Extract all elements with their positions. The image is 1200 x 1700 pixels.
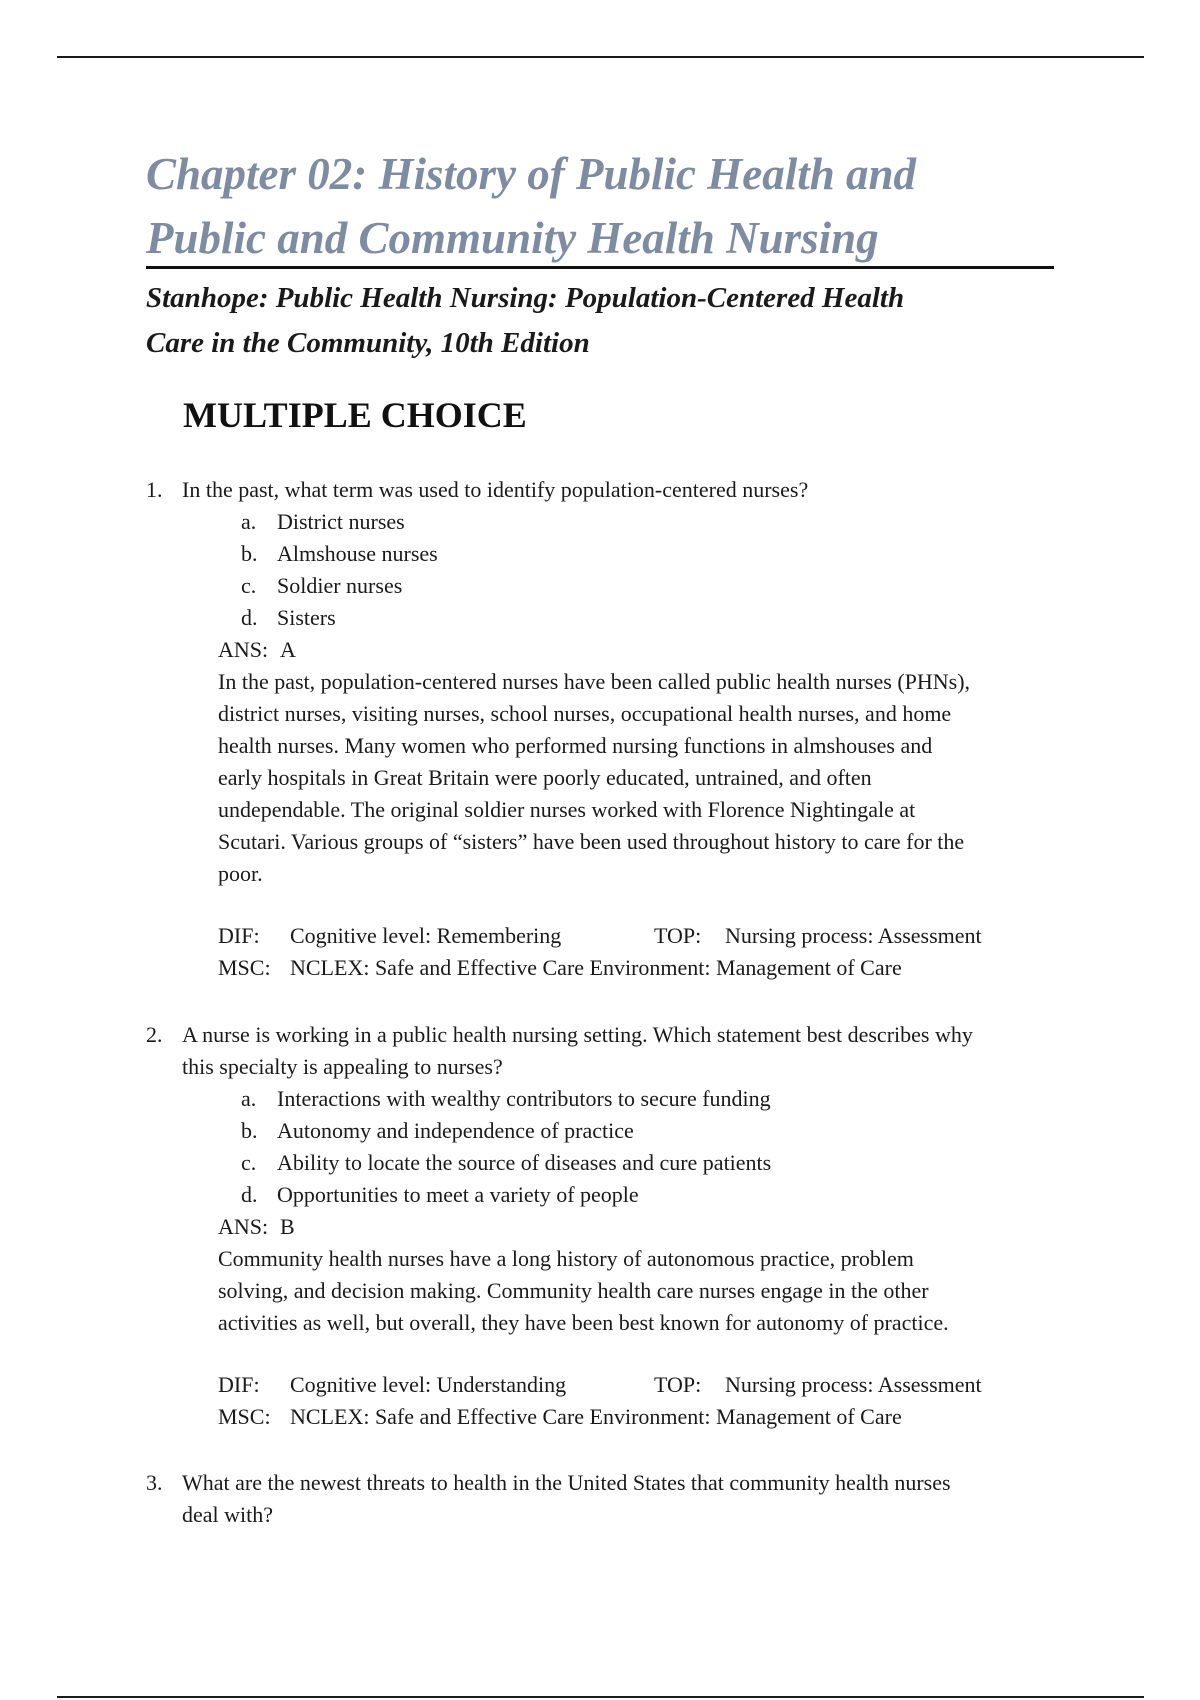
question-2: [146, 1019, 1066, 1433]
chapter-title-line-2: Public and Community Health Nursing: [146, 213, 879, 263]
top-value: Nursing process: Assessment: [725, 1372, 982, 1397]
msc-value: NCLEX: Safe and Effective Care Environment: Management of Care: [290, 955, 902, 980]
answer-label: ANS:: [218, 1214, 269, 1239]
dif-value: Cognitive level: Understanding: [290, 1372, 567, 1397]
option-b: [241, 1115, 1066, 1147]
option-a: [241, 506, 1066, 538]
rationale-line: In the past, population-centered nurses have been called public health nurses (PHNs),: [218, 669, 971, 694]
option-letter: b.: [241, 1118, 258, 1143]
option-text: Autonomy and independence of practice: [277, 1118, 634, 1143]
rationale-line: solving, and decision making. Community health care nurses engage in the other: [218, 1278, 929, 1303]
answer-value: B: [280, 1214, 295, 1239]
option-text: Soldier nurses: [277, 573, 403, 598]
option-letter: c.: [241, 1150, 257, 1175]
msc-label: MSC:: [218, 1404, 271, 1429]
option-text: Opportunities to meet a variety of people: [277, 1182, 639, 1207]
chapter-title-line-1: Chapter 02: History of Public Health and: [146, 149, 917, 199]
msc-value: NCLEX: Safe and Effective Care Environment: Management of Care: [290, 1404, 902, 1429]
rationale-line: district nurses, visiting nurses, school nurses, occupational health nurses, and home: [218, 701, 952, 726]
rationale-line: health nurses. Many women who performed nursing functions in almshouses and: [218, 733, 933, 758]
question-text: [182, 1019, 1066, 1083]
bottom-rule: [57, 1696, 1144, 1698]
question-text-line: this specialty is appealing to nurses?: [182, 1054, 503, 1079]
option-c: [241, 1147, 1066, 1179]
option-letter: d.: [241, 1182, 258, 1207]
option-letter: b.: [241, 541, 258, 566]
rationale-line: early hospitals in Great Britain were poorly educated, untrained, and often: [218, 765, 872, 790]
rationale-line: undependable. The original soldier nurses worked with Florence Nightingale at: [218, 797, 916, 822]
option-text: Almshouse nurses: [277, 541, 438, 566]
book-subtitle: [146, 276, 1066, 366]
chapter-title: [146, 142, 1066, 270]
option-d: [241, 602, 1066, 634]
rationale-line: activities as well, but overall, they have been best known for autonomy of practice.: [218, 1310, 949, 1335]
question-number: 2.: [146, 1022, 163, 1047]
question-text: [182, 474, 1066, 506]
rationale: [218, 666, 1066, 890]
question-metadata: [218, 1369, 1066, 1433]
option-text: Sisters: [277, 605, 336, 630]
rationale-line: poor.: [218, 861, 263, 886]
question-text-line: deal with?: [182, 1502, 274, 1527]
dif-label: DIF:: [218, 923, 260, 948]
rationale: [218, 1243, 1066, 1339]
top-value: Nursing process: Assessment: [725, 923, 982, 948]
option-letter: a.: [241, 509, 257, 534]
subtitle-line-2: Care in the Community, 10th Edition: [146, 327, 590, 359]
answer: [218, 1211, 1066, 1243]
option-letter: a.: [241, 1086, 257, 1111]
question-text-line: What are the newest threats to health in the United States that community health nurses: [182, 1470, 951, 1495]
option-d: [241, 1179, 1066, 1211]
dif-label: DIF:: [218, 1372, 260, 1397]
answer-value: A: [280, 637, 296, 662]
option-text: Interactions with wealthy contributors to secure funding: [277, 1086, 771, 1111]
top-label: TOP:: [654, 923, 702, 948]
option-list: [241, 1083, 1066, 1211]
question-text-line: In the past, what term was used to identify population-centered nurses?: [182, 477, 809, 502]
question-text: [182, 1467, 1066, 1531]
dif-value: Cognitive level: Remembering: [290, 923, 562, 948]
question-1: [146, 474, 1066, 984]
option-a: [241, 1083, 1066, 1115]
option-text: District nurses: [277, 509, 405, 534]
top-rule: [57, 56, 1144, 58]
top-label: TOP:: [654, 1372, 702, 1397]
question-metadata: [218, 920, 1066, 984]
title-underline: [146, 266, 1054, 269]
question-number: 1.: [146, 477, 163, 502]
option-b: [241, 538, 1066, 570]
question-text-line: A nurse is working in a public health nursing setting. Which statement best describes why: [182, 1022, 973, 1047]
option-c: [241, 570, 1066, 602]
question-3: [146, 1467, 1066, 1531]
rationale-line: Scutari. Various groups of “sisters” have been used throughout history to care for the: [218, 829, 965, 854]
option-letter: c.: [241, 573, 257, 598]
question-number: 3.: [146, 1470, 163, 1495]
option-list: [241, 506, 1066, 634]
subtitle-line-1: Stanhope: Public Health Nursing: Population-Centered Health: [146, 282, 905, 314]
msc-label: MSC:: [218, 955, 271, 980]
answer: [218, 634, 1066, 666]
section-heading: MULTIPLE CHOICE: [183, 395, 527, 435]
answer-label: ANS:: [218, 637, 269, 662]
option-letter: d.: [241, 605, 258, 630]
option-text: Ability to locate the source of diseases and cure patients: [277, 1150, 772, 1175]
rationale-line: Community health nurses have a long history of autonomous practice, problem: [218, 1246, 914, 1271]
